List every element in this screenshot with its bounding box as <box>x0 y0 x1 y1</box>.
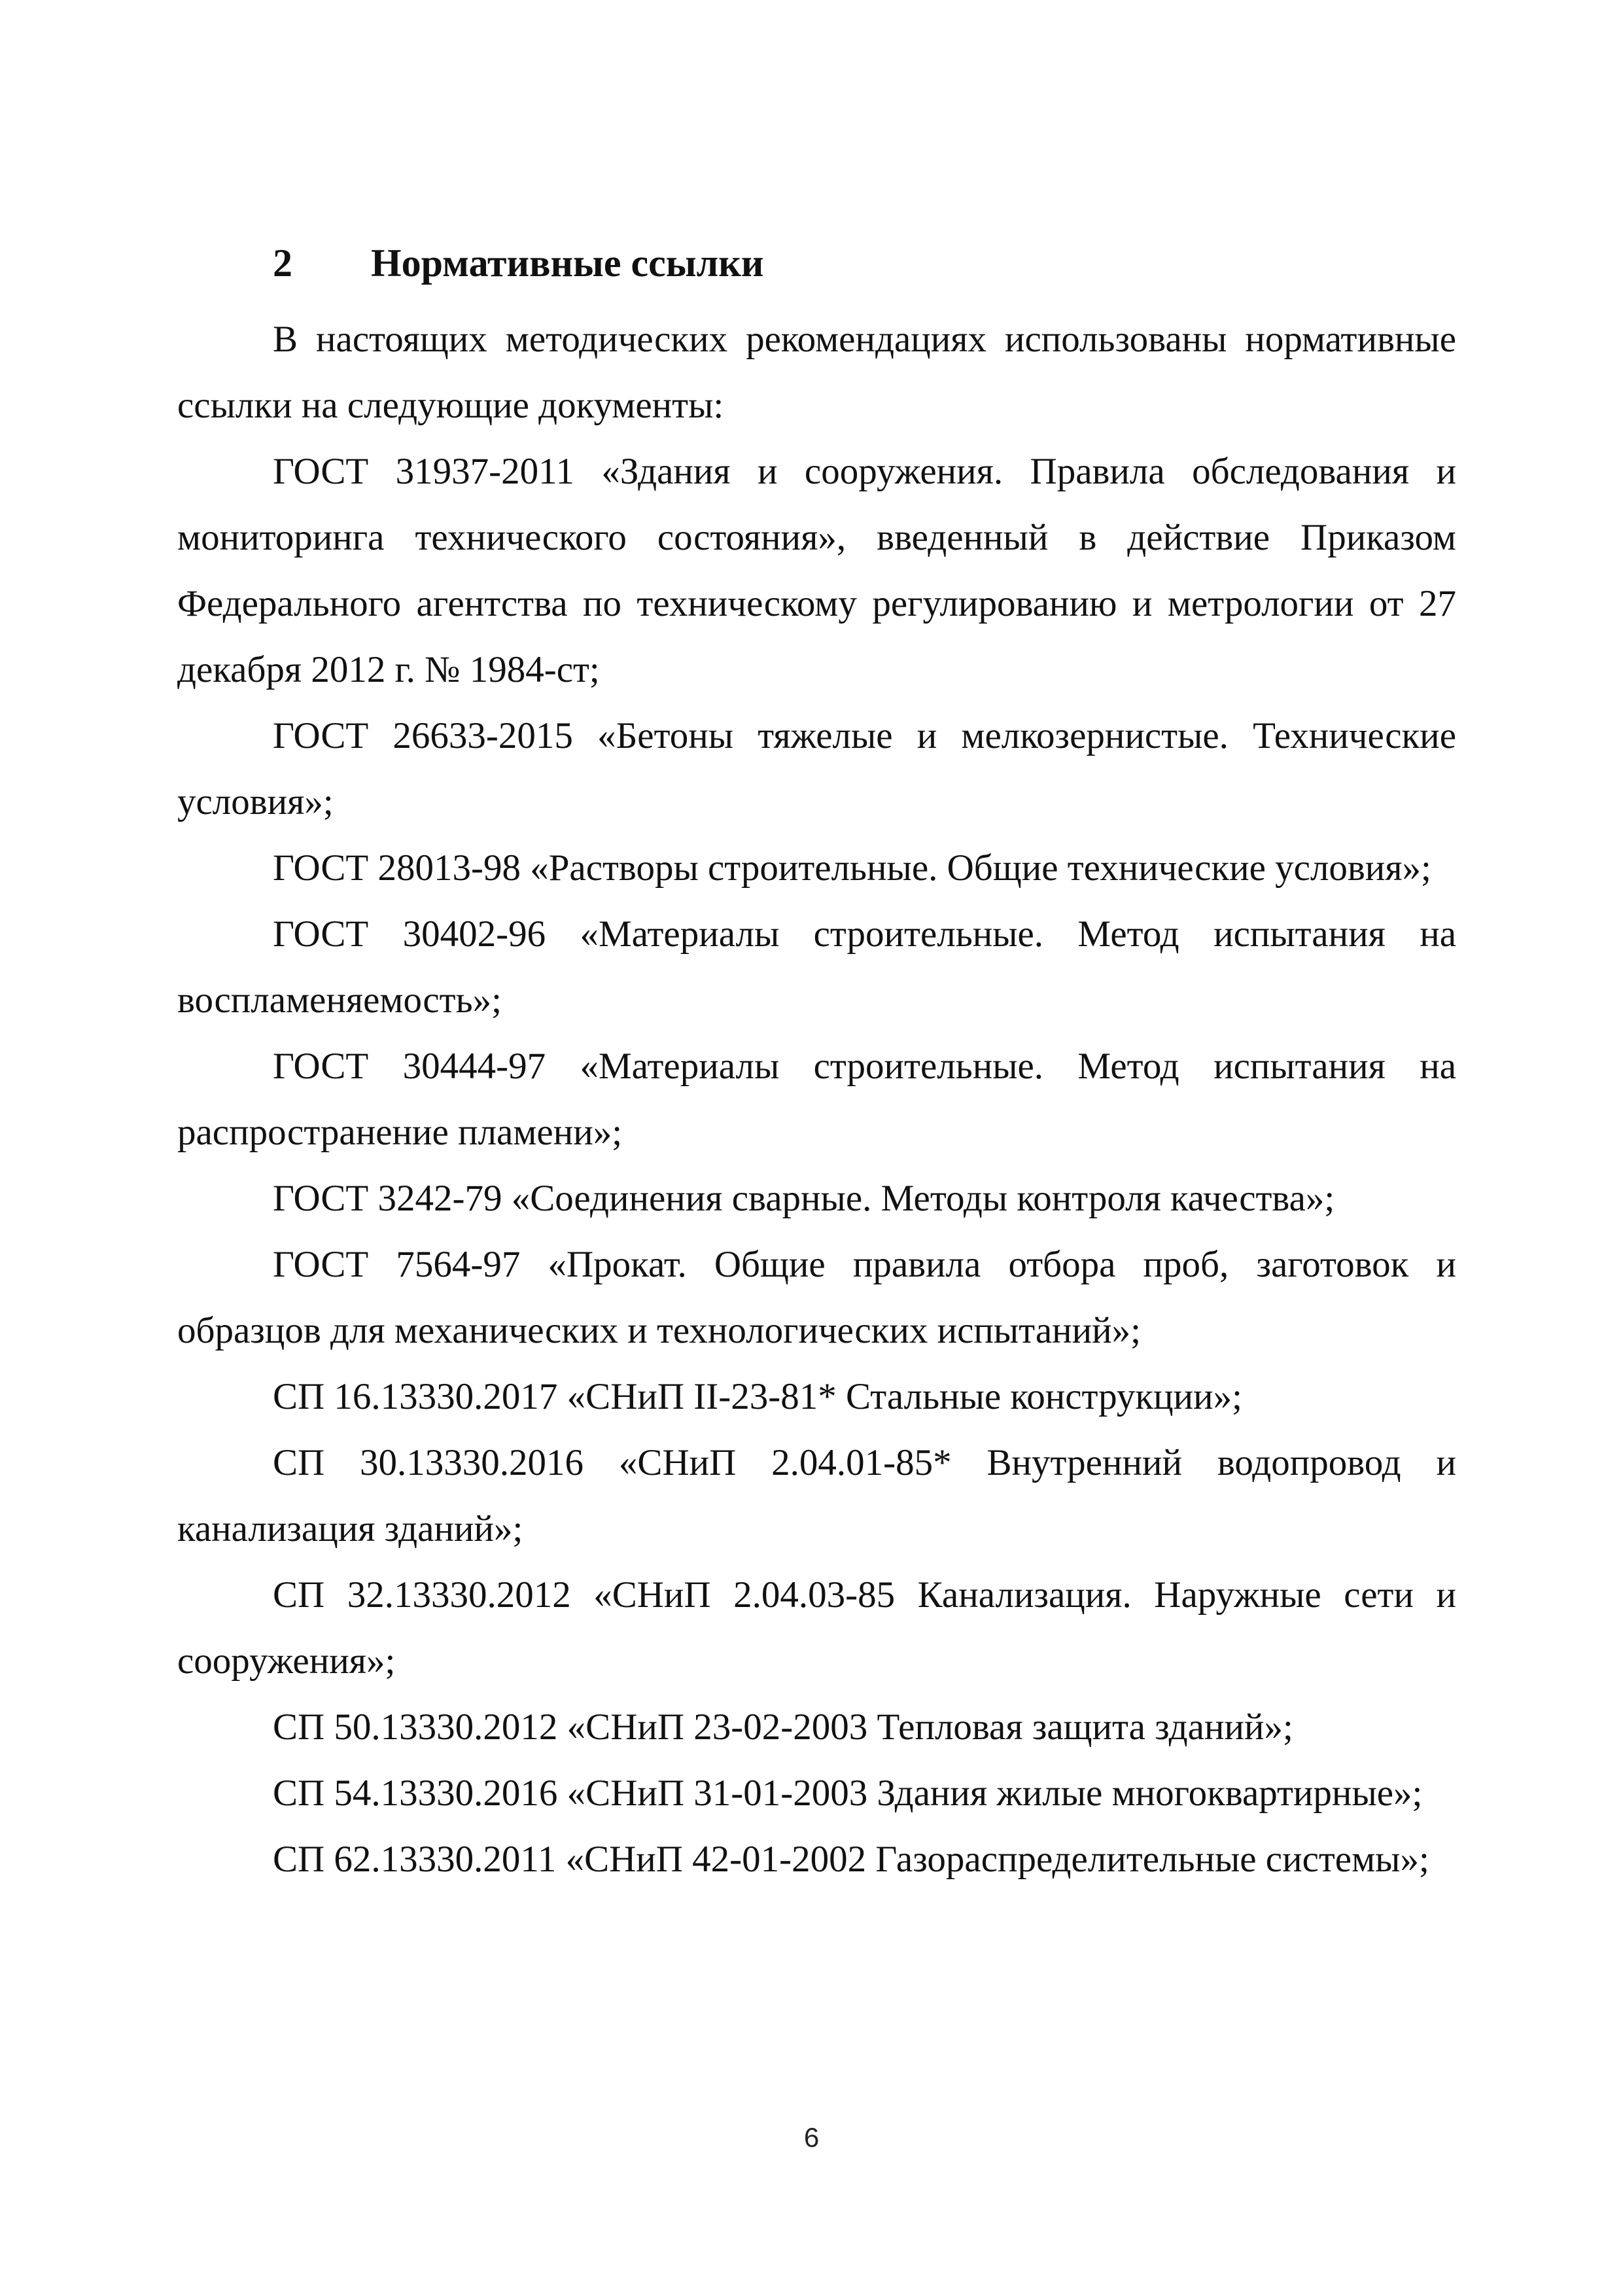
reference-sp-16: СП 16.13330.2017 «СНиП II-23-81* Стальные конструкции»; <box>273 1376 1242 1417</box>
page-number: 6 <box>803 2122 820 2153</box>
intro-paragraph: В настоящих методических рекомендациях использованы нормативные ссылки на следующие документы: <box>177 319 1456 426</box>
reference-sp-30: СП 30.13330.2016 «СНиП 2.04.01-85* Внутренний водопровод и канализация зданий»; <box>177 1442 1456 1549</box>
reference-gost-26633: ГОСТ 26633-2015 «Бетоны тяжелые и мелкозернистые. Технические условия»; <box>177 715 1456 822</box>
section-body <box>177 306 1456 1892</box>
reference-gost-3242: ГОСТ 3242-79 «Соединения сварные. Методы контроля качества»; <box>273 1178 1335 1219</box>
section-heading <box>273 230 763 296</box>
reference-gost-30402: ГОСТ 30402-96 «Материалы строительные. Метод испытания на воспламеняемость»; <box>177 913 1456 1021</box>
reference-sp-50: СП 50.13330.2012 «СНиП 23-02-2003 Тепловая защита зданий»; <box>273 1706 1293 1748</box>
reference-sp-32: СП 32.13330.2012 «СНиП 2.04.03-85 Канализация. Наружные сети и сооружения»; <box>177 1574 1456 1682</box>
section-title: Нормативные ссылки <box>371 241 764 285</box>
reference-gost-7564: ГОСТ 7564-97 «Прокат. Общие правила отбора проб, заготовок и образцов для механических и технологических испытаний»; <box>177 1244 1456 1351</box>
reference-sp-54: СП 54.13330.2016 «СНиП 31-01-2003 Здания жилые многоквартирные»; <box>273 1773 1423 1814</box>
reference-gost-31937: ГОСТ 31937-2011 «Здания и сооружения. Правила обследования и мониторинга технического состояния», введенный в действие Приказом Федерального агентства по техническому регулированию и метрологии от 27 декабря 2012 г. № 1984-ст; <box>177 451 1456 690</box>
reference-gost-30444: ГОСТ 30444-97 «Материалы строительные. Метод испытания на распространение пламени»; <box>177 1046 1456 1153</box>
section-number: 2 <box>273 241 292 285</box>
reference-sp-62: СП 62.13330.2011 «СНиП 42-01-2002 Газораспределительные системы»; <box>273 1839 1429 1880</box>
reference-gost-28013: ГОСТ 28013-98 «Растворы строительные. Общие технические условия»; <box>273 847 1431 889</box>
